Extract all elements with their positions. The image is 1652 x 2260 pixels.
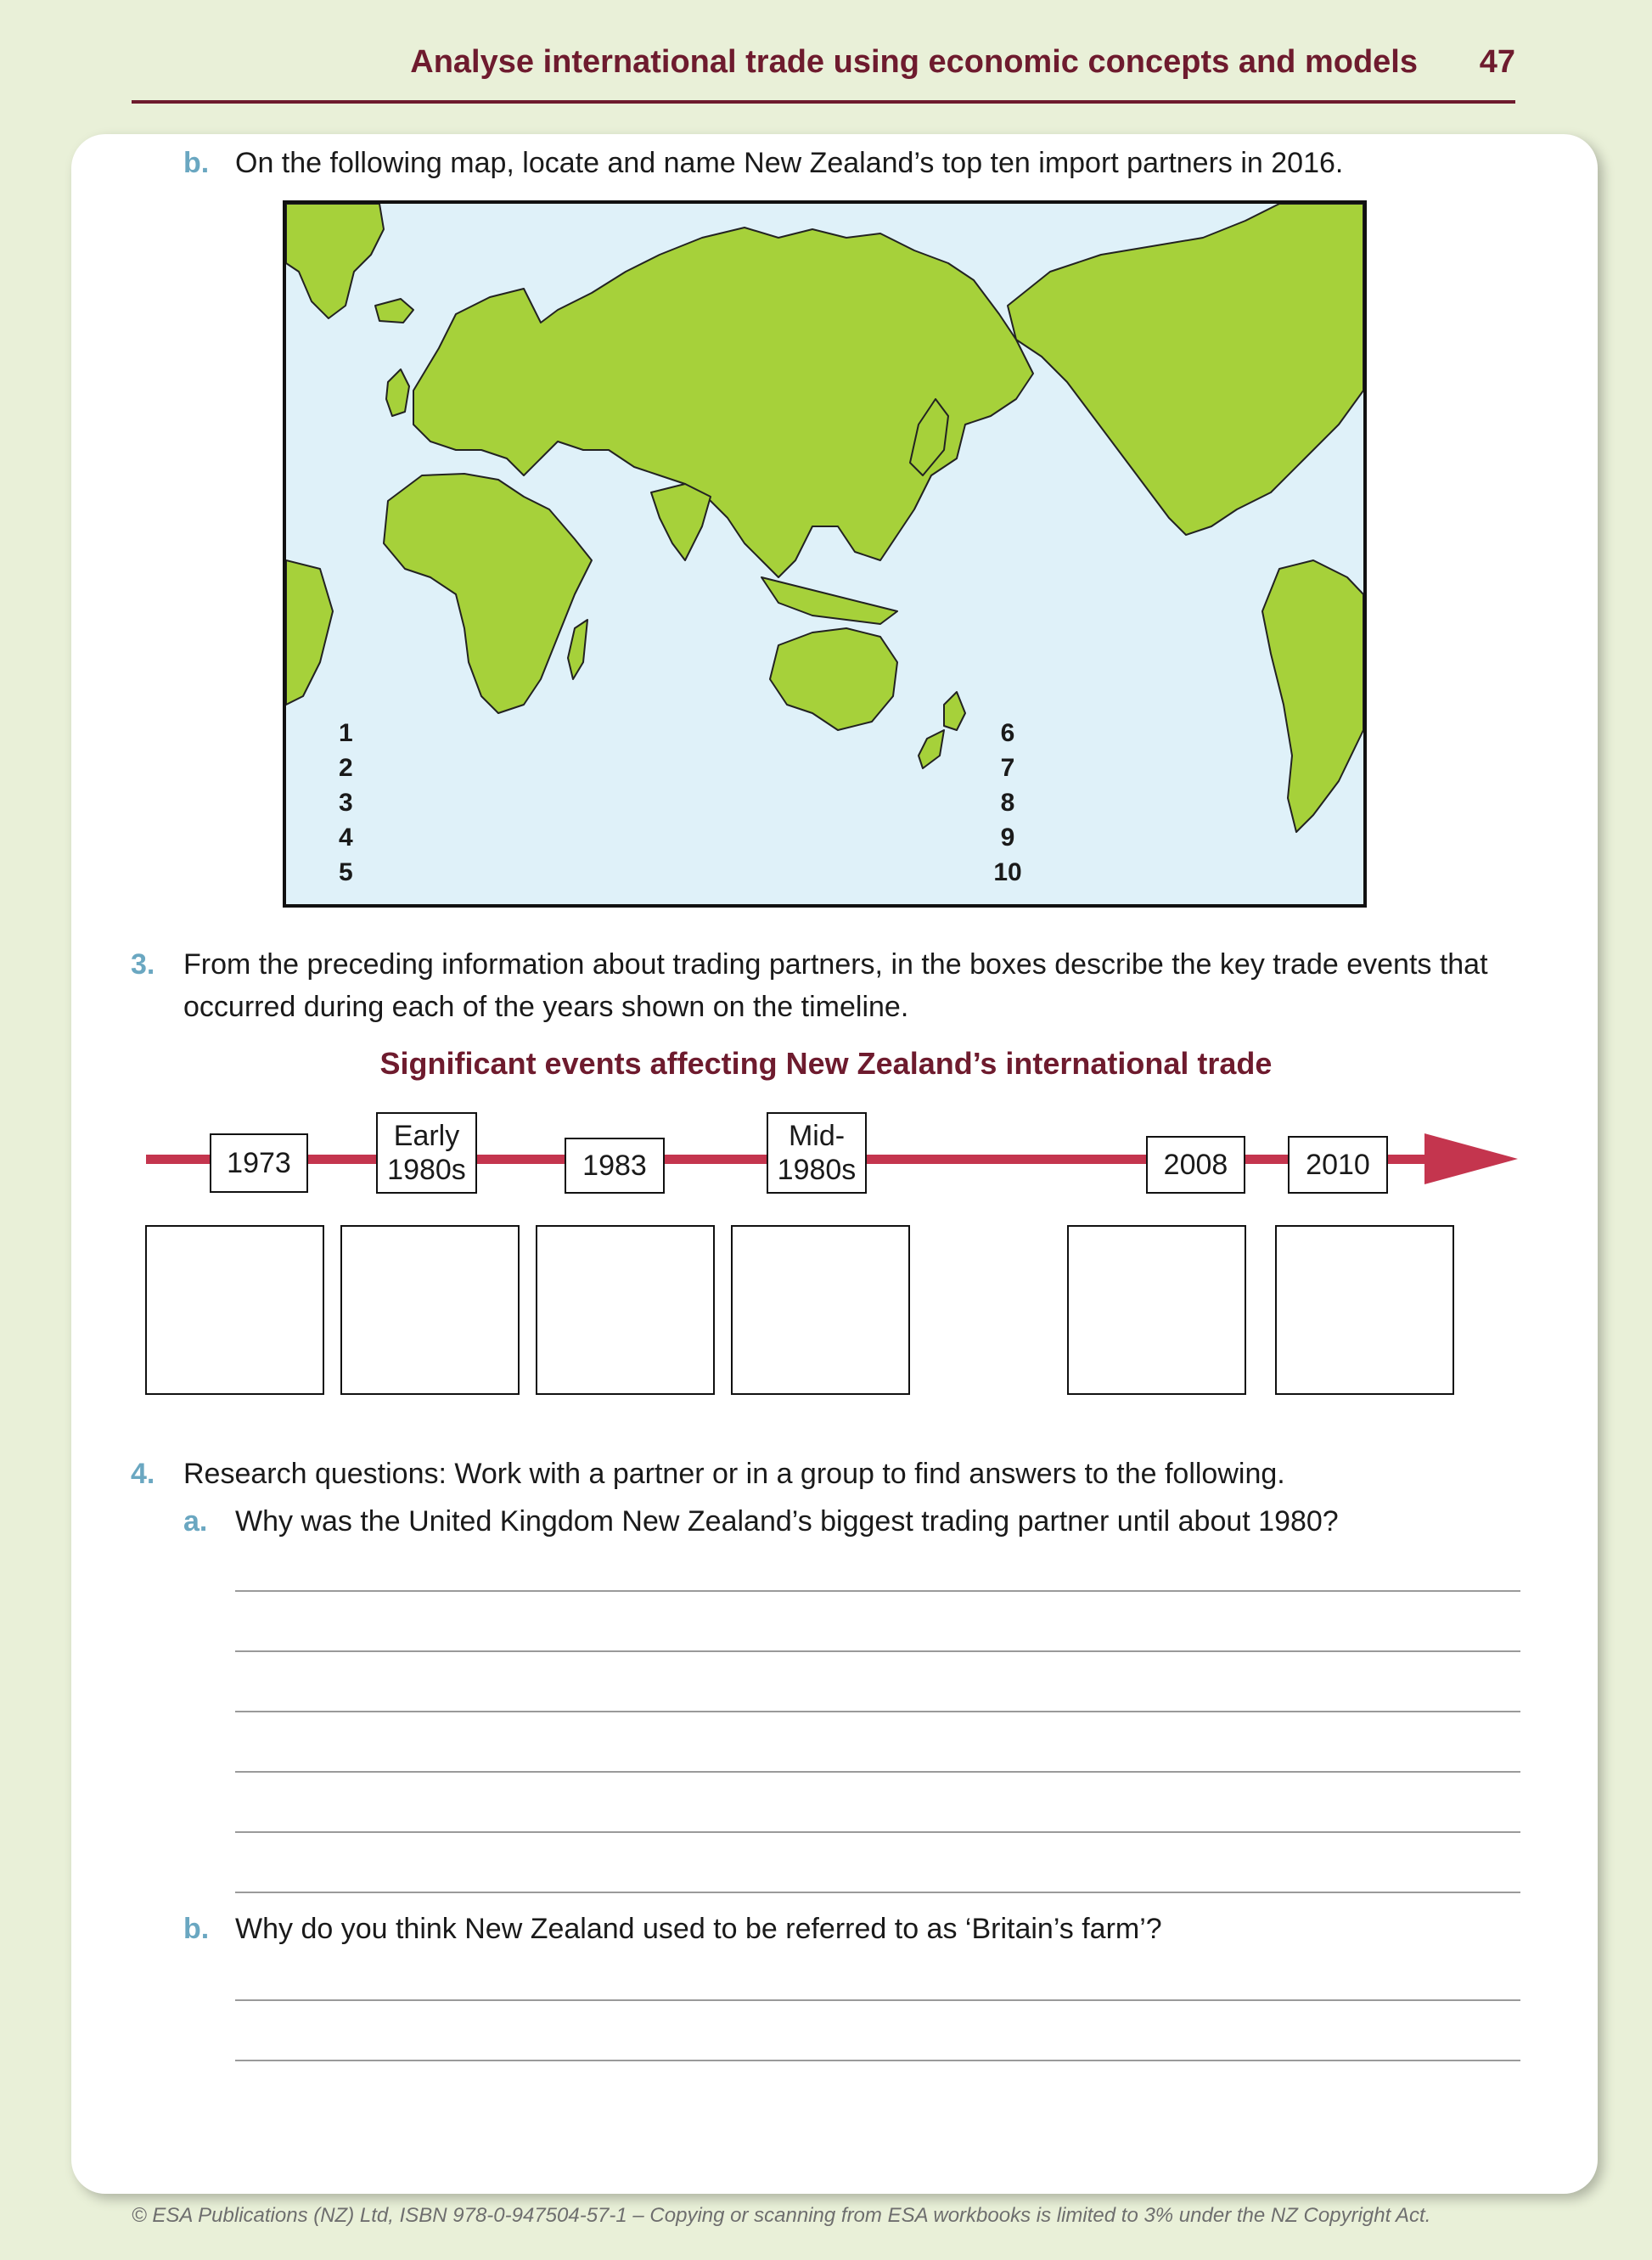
year-label: 2008 xyxy=(1163,1149,1228,1181)
rank-list-left xyxy=(339,716,353,890)
chapter-title: Analyse international trade using economic concepts and models xyxy=(410,44,1418,80)
question-label: 4. xyxy=(131,1458,155,1490)
event-answer-box-1983[interactable] xyxy=(536,1225,715,1395)
answer-line-4b[interactable] xyxy=(235,1999,1520,2001)
north-america-land xyxy=(1008,204,1363,535)
greenland-left-land xyxy=(286,204,384,318)
answer-line-4a[interactable] xyxy=(235,1590,1520,1592)
rank-label: 8 xyxy=(1000,789,1015,817)
event-answer-box-mid-1980s[interactable] xyxy=(731,1225,910,1395)
event-answer-box-2010[interactable] xyxy=(1275,1225,1454,1395)
question-4-text: Research questions: Work with a partner or in a group to find answers to the following. xyxy=(183,1458,1285,1490)
event-answer-box-1973[interactable] xyxy=(145,1225,324,1395)
question-label: 3. xyxy=(131,948,155,981)
rank-label: 1 xyxy=(339,719,353,747)
rank-list-right xyxy=(991,716,1025,890)
rank-label: 7 xyxy=(1000,754,1015,782)
new-zealand-south-land xyxy=(919,730,944,768)
year-label: 2010 xyxy=(1306,1149,1370,1181)
question-label: b. xyxy=(183,147,210,179)
page-header xyxy=(132,32,1515,104)
south-america-land xyxy=(1262,560,1363,832)
year-label: Early xyxy=(393,1120,460,1152)
timeline-year-1973 xyxy=(210,1133,308,1193)
copyright-footer: © ESA Publications (NZ) Ltd, ISBN 978-0-947504-57-1 – Copying or scanning from ESA workbooks is limited to 3% under the NZ Copyright Act. xyxy=(132,2204,1431,2227)
madagascar-land xyxy=(568,620,587,679)
answer-line-4a[interactable] xyxy=(235,1771,1520,1773)
year-label: Mid- xyxy=(788,1120,846,1152)
rank-label: 5 xyxy=(339,858,353,886)
year-label: 1973 xyxy=(227,1147,291,1179)
answer-line-4a[interactable] xyxy=(235,1711,1520,1712)
iceland-land xyxy=(375,299,413,323)
question-4a-label xyxy=(183,1501,207,1542)
rank-label: 6 xyxy=(1000,719,1015,747)
south-america-left-land xyxy=(286,560,333,705)
india-land xyxy=(651,484,711,560)
timeline-year-mid-1980s xyxy=(767,1112,867,1194)
event-answer-box-early-1980s[interactable] xyxy=(340,1225,520,1395)
rank-label: 3 xyxy=(339,789,353,817)
question-label: b. xyxy=(183,1913,210,1945)
rank-label: 10 xyxy=(993,858,1022,886)
answer-line-4a[interactable] xyxy=(235,1831,1520,1833)
answer-line-4a[interactable] xyxy=(235,1892,1520,1893)
page-number: 47 xyxy=(1479,44,1515,80)
question-3-number xyxy=(131,944,155,985)
timeline-title: Significant events affecting New Zealand’s international trade xyxy=(379,1046,1273,1081)
question-4b-label xyxy=(183,1909,209,1949)
timeline-year-early-1980s xyxy=(376,1112,477,1194)
year-label: 1980s xyxy=(777,1154,857,1186)
question-4a-text: Why was the United Kingdom New Zealand’s biggest trading partner until about 1980? xyxy=(235,1505,1339,1538)
rank-label: 2 xyxy=(339,754,353,782)
year-label: 1980s xyxy=(387,1154,466,1186)
rank-label: 4 xyxy=(339,824,353,852)
australia-land xyxy=(770,628,897,730)
britain-land xyxy=(386,369,409,416)
timeline-arrow-icon xyxy=(1424,1133,1518,1184)
new-zealand-north-land xyxy=(944,692,965,730)
world-map[interactable] xyxy=(283,200,1367,908)
question-4-number xyxy=(131,1453,155,1494)
timeline-year-2008 xyxy=(1146,1136,1245,1194)
question-3-line1: From the preceding information about trading partners, in the boxes describe the key trade events that xyxy=(183,948,1488,981)
timeline-year-1983 xyxy=(565,1138,665,1194)
question-3-line2: occurred during each of the years shown on the timeline. xyxy=(183,991,909,1023)
year-label: 1983 xyxy=(582,1150,647,1182)
answer-line-4b[interactable] xyxy=(235,2060,1520,2061)
event-answer-box-2008[interactable] xyxy=(1067,1225,1246,1395)
question-2b xyxy=(183,143,209,183)
map-graphic xyxy=(286,204,1363,904)
question-label: a. xyxy=(183,1505,208,1538)
question-2b-text: On the following map, locate and name New Zealand’s top ten import partners in 2016. xyxy=(235,147,1344,179)
indonesia-land xyxy=(761,577,897,624)
answer-line-4a[interactable] xyxy=(235,1650,1520,1652)
question-4b-text: Why do you think New Zealand used to be referred to as ‘Britain’s farm’? xyxy=(235,1913,1162,1945)
rank-label: 9 xyxy=(1000,824,1015,852)
africa-land xyxy=(384,474,592,713)
timeline-year-2010 xyxy=(1288,1136,1388,1194)
